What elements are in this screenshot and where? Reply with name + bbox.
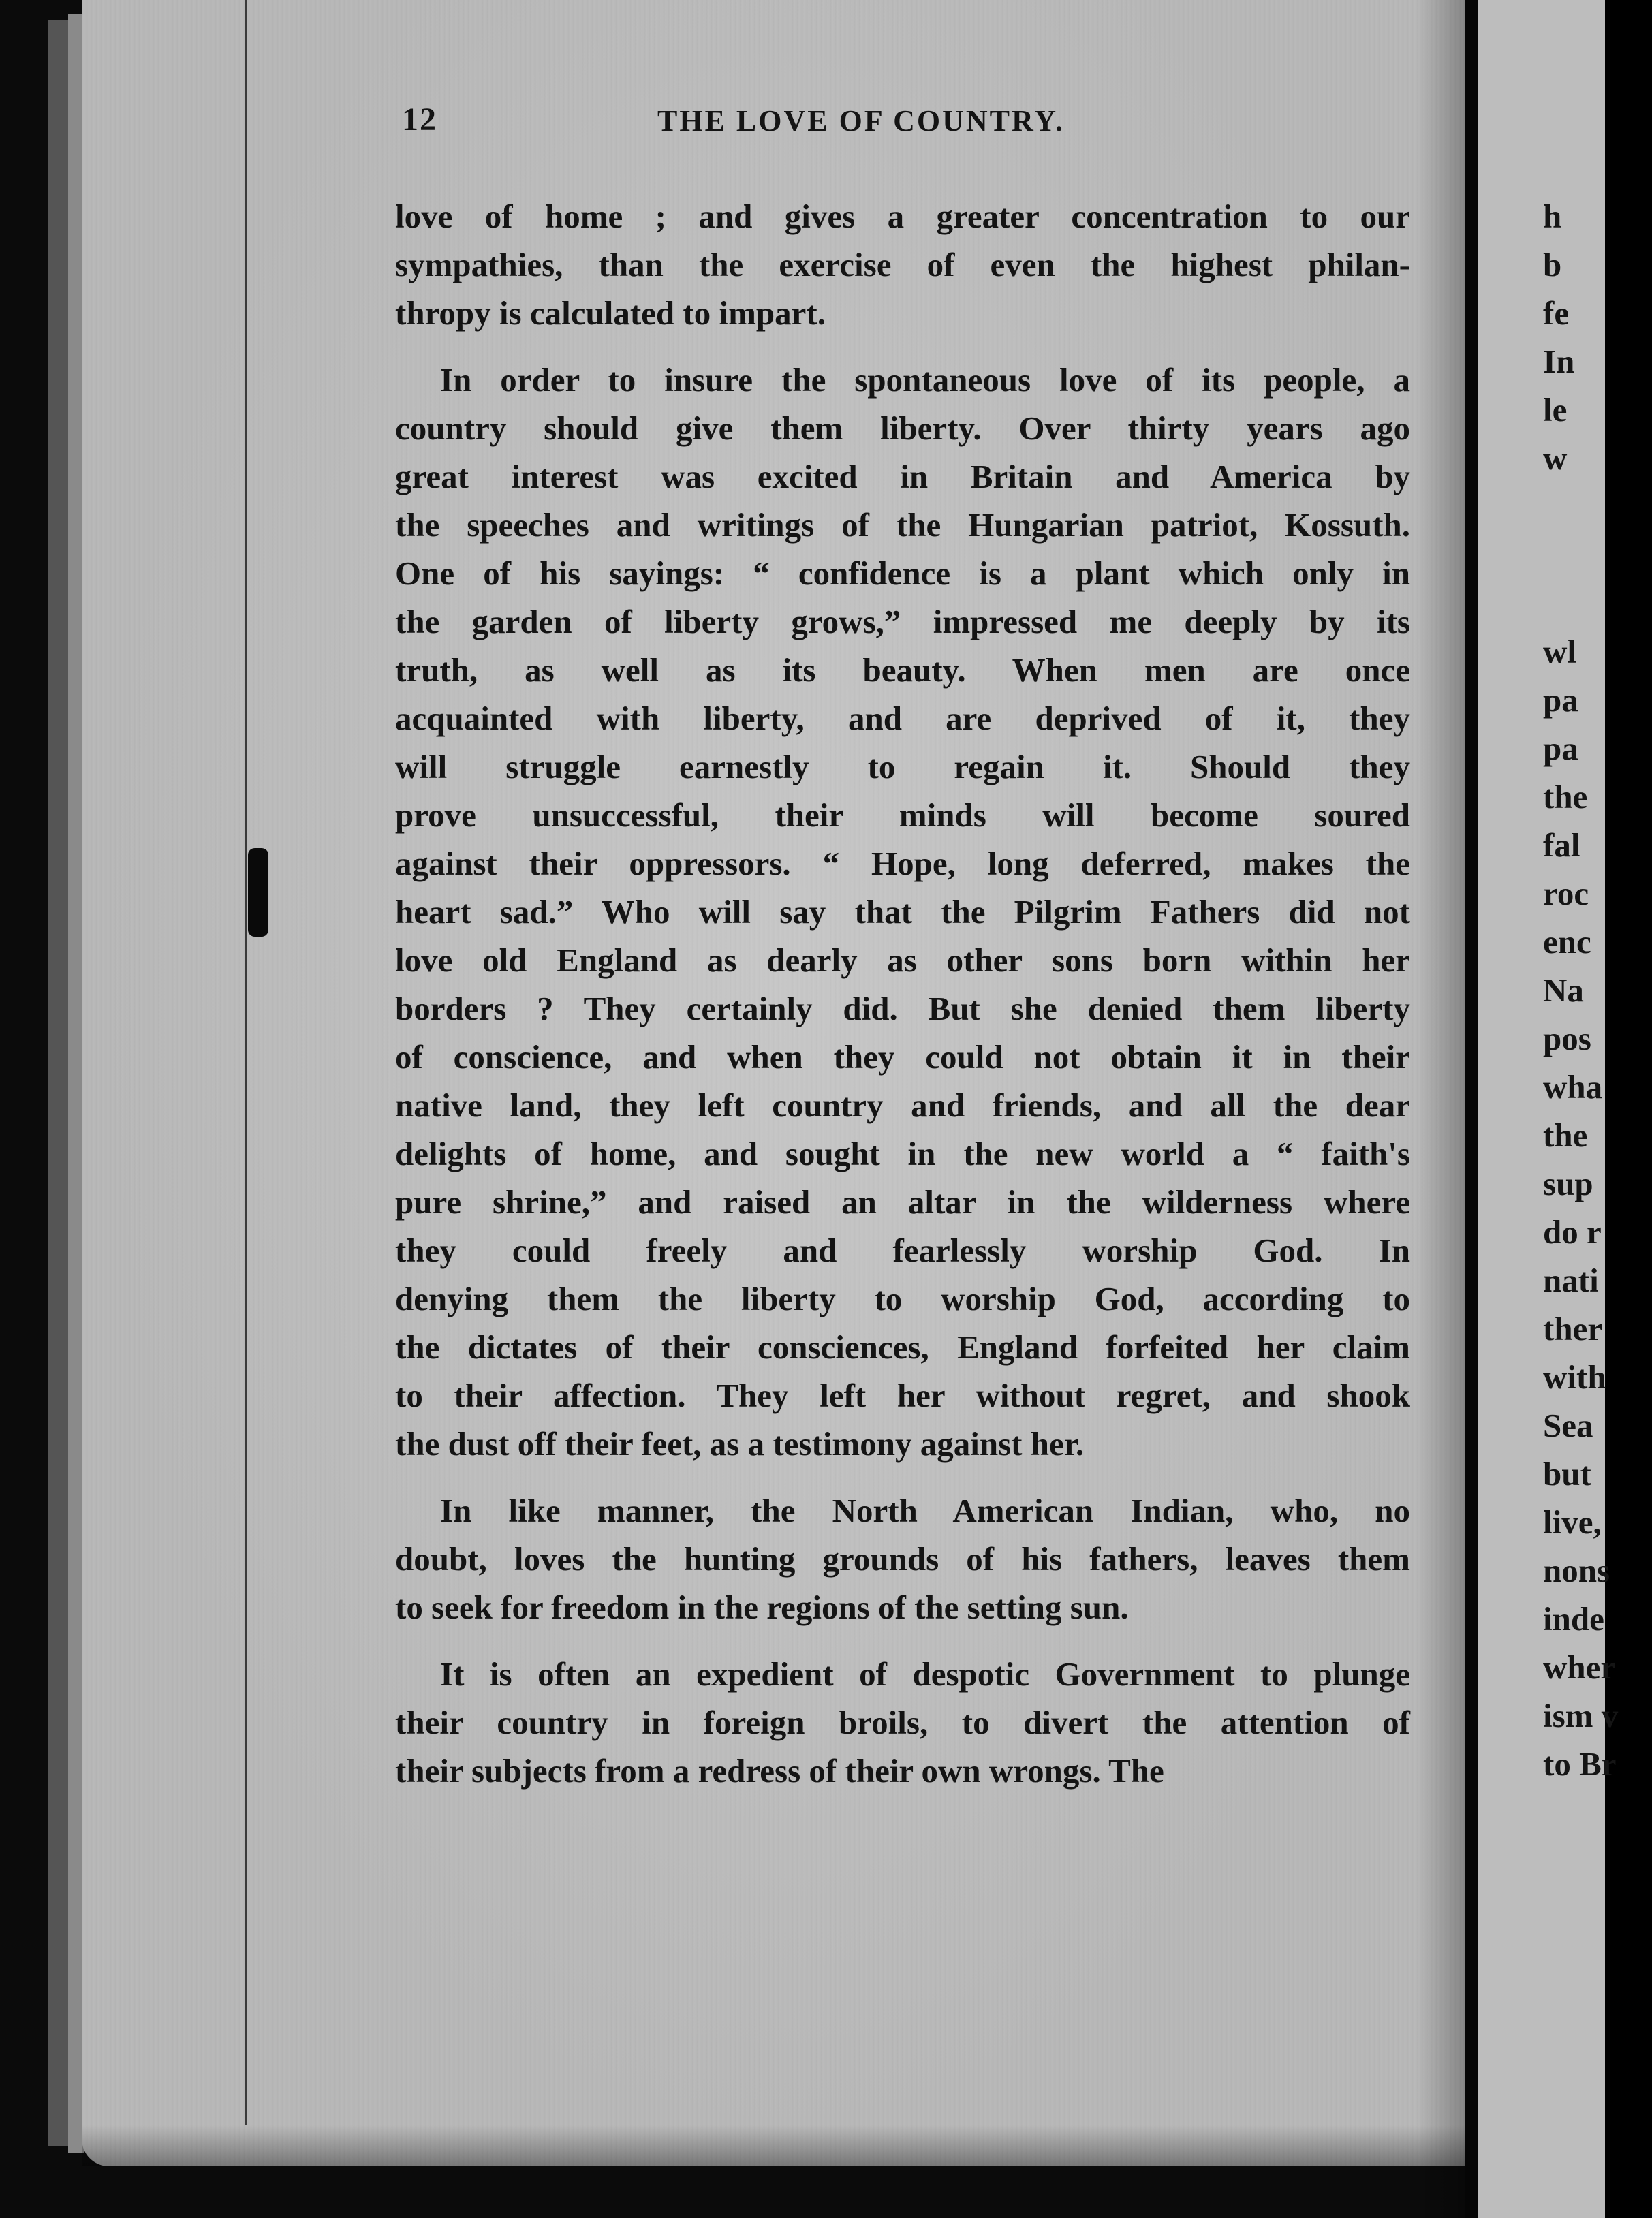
facing-page-fragment xyxy=(1543,579,1652,627)
text-line: acquainted with liberty, and are deprived of it, they xyxy=(395,700,1410,737)
page-stack-edge xyxy=(48,20,68,2146)
facing-page-fragment: Na xyxy=(1543,971,1584,1009)
facing-page-fragment: do r xyxy=(1543,1213,1602,1251)
text-line: borders ? They certainly did. But she denied them liberty xyxy=(395,990,1410,1027)
facing-page-fragment: wha xyxy=(1543,1068,1603,1106)
text-line: of conscience, and when they could not obtain it in their xyxy=(395,1038,1410,1076)
facing-page-fragment: pos xyxy=(1543,1020,1591,1057)
paragraph-gap xyxy=(395,1468,1410,1486)
text-line: native land, they left country and friends, and all the dear xyxy=(395,1087,1410,1124)
facing-page-fragment: w xyxy=(1543,439,1568,477)
facing-page-fragment: pa xyxy=(1543,730,1578,767)
facing-page-fragment: enc xyxy=(1543,923,1591,960)
text-line: One of his sayings: “ confidence is a plant which only in xyxy=(395,554,1410,592)
paragraph xyxy=(395,1650,1410,1795)
text-line: the dictates of their consciences, England forfeited her claim xyxy=(395,1328,1410,1366)
text-line: thropy is calculated to impart. xyxy=(395,294,826,332)
facing-page-fragment: fe xyxy=(1543,294,1570,332)
facing-page-fragment: the xyxy=(1543,778,1588,815)
text-line: denying them the liberty to worship God, according to xyxy=(395,1280,1410,1317)
facing-page-fragment: wl xyxy=(1543,633,1576,670)
text-line: against their oppressors. “ Hope, long deferred, makes the xyxy=(395,845,1410,882)
facing-page-fragment: with xyxy=(1543,1358,1606,1396)
book-spine xyxy=(1465,0,1478,2218)
text-line: It is often an expedient of despotic Government to plunge xyxy=(440,1655,1410,1693)
facing-page-fragment: sup xyxy=(1543,1165,1593,1202)
text-line: delights of home, and sought in the new world a “ faith's xyxy=(395,1135,1410,1172)
text-line: the speeches and writings of the Hungarian patriot, Kossuth. xyxy=(395,506,1410,544)
text-line: will struggle earnestly to regain it. Should they xyxy=(395,748,1410,785)
text-line: they could freely and fearlessly worship God. In xyxy=(395,1232,1410,1269)
text-line: doubt, loves the hunting grounds of his fathers, leaves them xyxy=(395,1540,1410,1578)
text-line: heart sad.” Who will say that the Pilgrim Fathers did not xyxy=(395,893,1410,931)
body-text xyxy=(395,192,1410,1795)
text-line: truth, as well as its beauty. When men are once xyxy=(395,651,1410,689)
text-line: to seek for freedom in the regions of the setting sun. xyxy=(395,1589,1129,1626)
paragraph xyxy=(395,192,1410,337)
facing-page-fragment: ther xyxy=(1543,1310,1603,1347)
text-line: love old England as dearly as other sons born within her xyxy=(395,941,1410,979)
text-line: to their affection. They left her without regret, and shook xyxy=(395,1377,1410,1414)
text-line: the dust off their feet, as a testimony against her. xyxy=(395,1425,1085,1463)
facing-page-fragment: but xyxy=(1543,1455,1591,1493)
text-line: love of home ; and gives a greater concentration to our xyxy=(395,198,1410,235)
paragraph xyxy=(395,356,1410,1468)
facing-page-fragment: pa xyxy=(1543,681,1578,719)
facing-page-fragment: In xyxy=(1543,343,1575,380)
facing-page-fragment: nati xyxy=(1543,1262,1599,1299)
text-line: pure shrine,” and raised an altar in the wilderness where xyxy=(395,1183,1410,1221)
facing-page-fragment: ism v xyxy=(1543,1697,1619,1734)
binding-clip-mark xyxy=(248,848,268,937)
page-edge-line xyxy=(245,0,247,2125)
facing-page-fragment: h xyxy=(1543,198,1562,235)
facing-page-fragment: fal xyxy=(1543,826,1580,864)
text-line: great interest was excited in Britain and America by xyxy=(395,458,1410,495)
facing-page-fragment: b xyxy=(1543,246,1562,283)
facing-page-fragment: roc xyxy=(1543,875,1589,912)
running-title: THE LOVE OF COUNTRY. xyxy=(657,104,1065,138)
page-number: 12 xyxy=(402,101,437,138)
paragraph-gap xyxy=(395,1631,1410,1650)
facing-page-text-fragments xyxy=(1543,192,1652,1788)
text-line: country should give them liberty. Over thirty years ago xyxy=(395,409,1410,447)
facing-page-fragment: the xyxy=(1543,1116,1588,1154)
facing-page-fragment xyxy=(1543,482,1652,531)
facing-page-fragment: wher xyxy=(1543,1649,1616,1686)
facing-page-fragment: inde xyxy=(1543,1600,1604,1638)
facing-page-fragment: le xyxy=(1543,391,1568,428)
facing-page-fragment: to Br xyxy=(1543,1745,1617,1783)
facing-page-fragment: live, xyxy=(1543,1503,1602,1541)
facing-page-fragment: nons xyxy=(1543,1552,1610,1589)
paragraph-gap xyxy=(395,337,1410,356)
facing-page-fragment: Sea xyxy=(1543,1407,1593,1444)
text-line: In like manner, the North American Indian, who, no xyxy=(440,1492,1410,1529)
text-line: their subjects from a redress of their own wrongs. The xyxy=(395,1752,1164,1790)
text-line: the garden of liberty grows,” impressed me deeply by its xyxy=(395,603,1410,640)
text-line: their country in foreign broils, to divert the attention of xyxy=(395,1704,1410,1741)
facing-page-fragment xyxy=(1543,531,1652,579)
page-bottom-shadow xyxy=(82,2125,1478,2166)
text-line: sympathies, than the exercise of even the highest philan- xyxy=(395,246,1410,283)
text-line: prove unsuccessful, their minds will become soured xyxy=(395,796,1410,834)
text-line: In order to insure the spontaneous love of its people, a xyxy=(440,361,1410,399)
paragraph xyxy=(395,1486,1410,1631)
